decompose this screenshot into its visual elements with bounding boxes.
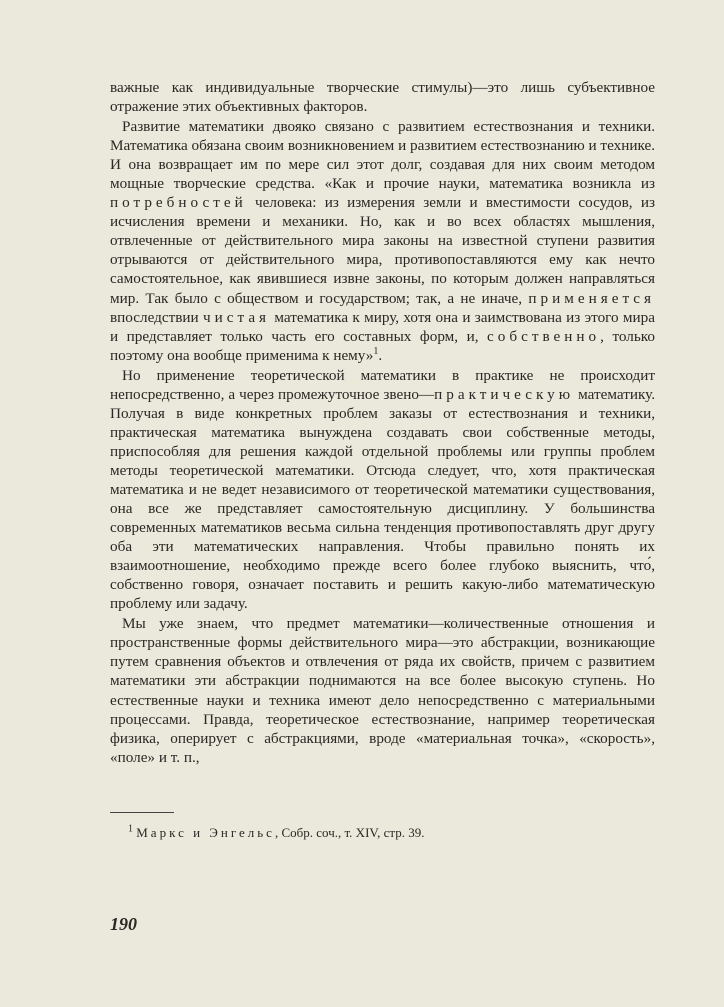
footnote-reference-marker: 1 [373, 345, 379, 357]
paragraph [110, 614, 655, 766]
emphasized-word: чистая [202, 308, 271, 326]
body-text [110, 78, 655, 767]
emphasized-word: потребностей [110, 194, 247, 212]
footnote-authors: Маркс и Энгельс [136, 825, 275, 840]
text-run: математику. Получая в виде конкретных проблем заказы от естествознания и техники, практическая математика вынуждена создавать свои собственные методы, приспособляя для решения каждой отдельной проблемы или группы проблем методы теоретической математики. Отсюда следует, что, хотя практическая математика и не ведет независимого от теоретической математики существования, она все же представляет самостоятельную дисциплину. У большинства современных математиков весьма сильна тенденция противопоставлять друг другу оба эти математических направления. Чтобы правильно понять их взаимоотношение, необходимо прежде всего более глубоко выяснить, что́, собственно говоря, означает поставить и решить какую-либо математическую проблему или задачу. [110, 385, 655, 613]
text-run: Но применение теоретической математики в практике не происходит непосредственно, а через промежуточное звено— [110, 366, 655, 403]
text-run: . [378, 346, 383, 364]
footnote [128, 825, 648, 841]
footnote-rule [110, 812, 174, 813]
emphasized-word: практическую [434, 385, 575, 403]
text-run: человека: из измерения земли и вместимости сосудов, из исчисления времени и механики. Но, как и во всех областях мышления, отвлеченные от действительного мира законы на известной ступени развития отрываются от действительного мира, противопоставляются ему как нечто самостоятельное, как явившиеся извне законы, по которым должен направляться мир. Так было с обществом и государством; так, а не иначе, [110, 194, 655, 307]
text-run: важные как индивидуальные творческие стимулы)—это лишь субъективное отражение этих объективных факторов. [110, 79, 655, 116]
text-run: , только поэтому она вообще применима к нему» [110, 327, 655, 364]
footnote-reference: , Собр. соч., т. XIV, стр. 39. [274, 825, 425, 840]
text-run: Развитие математики двояко связано с развитием естествознания и техники. Математика обязана своим возникновением и развитием естествознанию и технике. И она возвращает им по мере сил этот долг, создавая для них своим методом мощные творческие средства. «Как и прочие науки, математика возникла из [110, 118, 655, 193]
paragraph [110, 366, 655, 614]
footnote-marker: 1 [128, 823, 133, 835]
page-number: 190 [110, 914, 137, 934]
emphasized-word: применяется [528, 289, 655, 307]
emphasized-word: собственно [487, 327, 601, 345]
text-run: впоследствии [110, 308, 203, 326]
text-run: Мы уже знаем, что предмет математики—количественные отношения и пространственные формы действительного мира—это абстракции, возникающие путем сравнения объектов и отвлечения от ряда их свойств, причем с развитием математики эти абстракции поднимаются на все более высокую ступень. Но естественные науки и техника имеют дело непосредственно с материальными процессами. Правда, теоретическое естествознание, например теоретическая физика, оперирует с абстракциями, вроде «материальная точка», «скорость», «поле» и т. п., [110, 615, 655, 766]
text-run: математика к миру, хотя она и заимствована из этого мира и представляет только часть его составных форм, и, [110, 308, 655, 345]
paragraph [110, 117, 655, 365]
paragraph [110, 78, 655, 116]
